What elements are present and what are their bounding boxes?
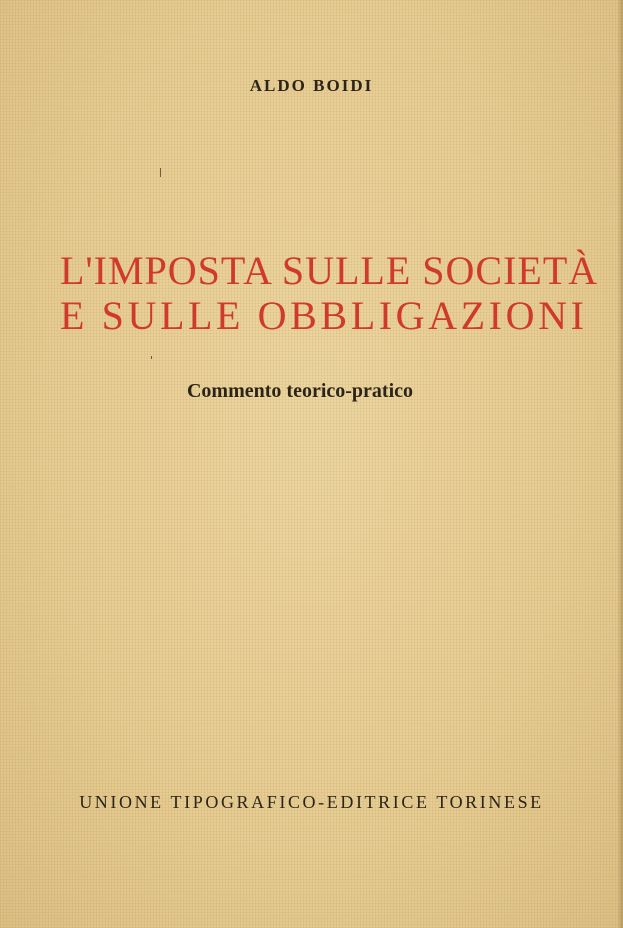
author-name: ALDO BOIDI: [249, 76, 374, 95]
cover-edge-shadow: [617, 0, 623, 928]
title-line-1: L'IMPOSTA SULLE SOCIETÀ: [60, 248, 599, 293]
book-subtitle: Commento teorico-pratico: [186, 380, 414, 402]
paper-blemish: [151, 356, 152, 359]
book-title: [60, 248, 599, 338]
publisher-name: UNIONE TIPOGRAFICO-EDITRICE TORINESE: [79, 792, 544, 812]
title-line-2: E SULLE OBBLIGAZIONI: [60, 293, 588, 338]
paper-blemish: [160, 168, 161, 177]
